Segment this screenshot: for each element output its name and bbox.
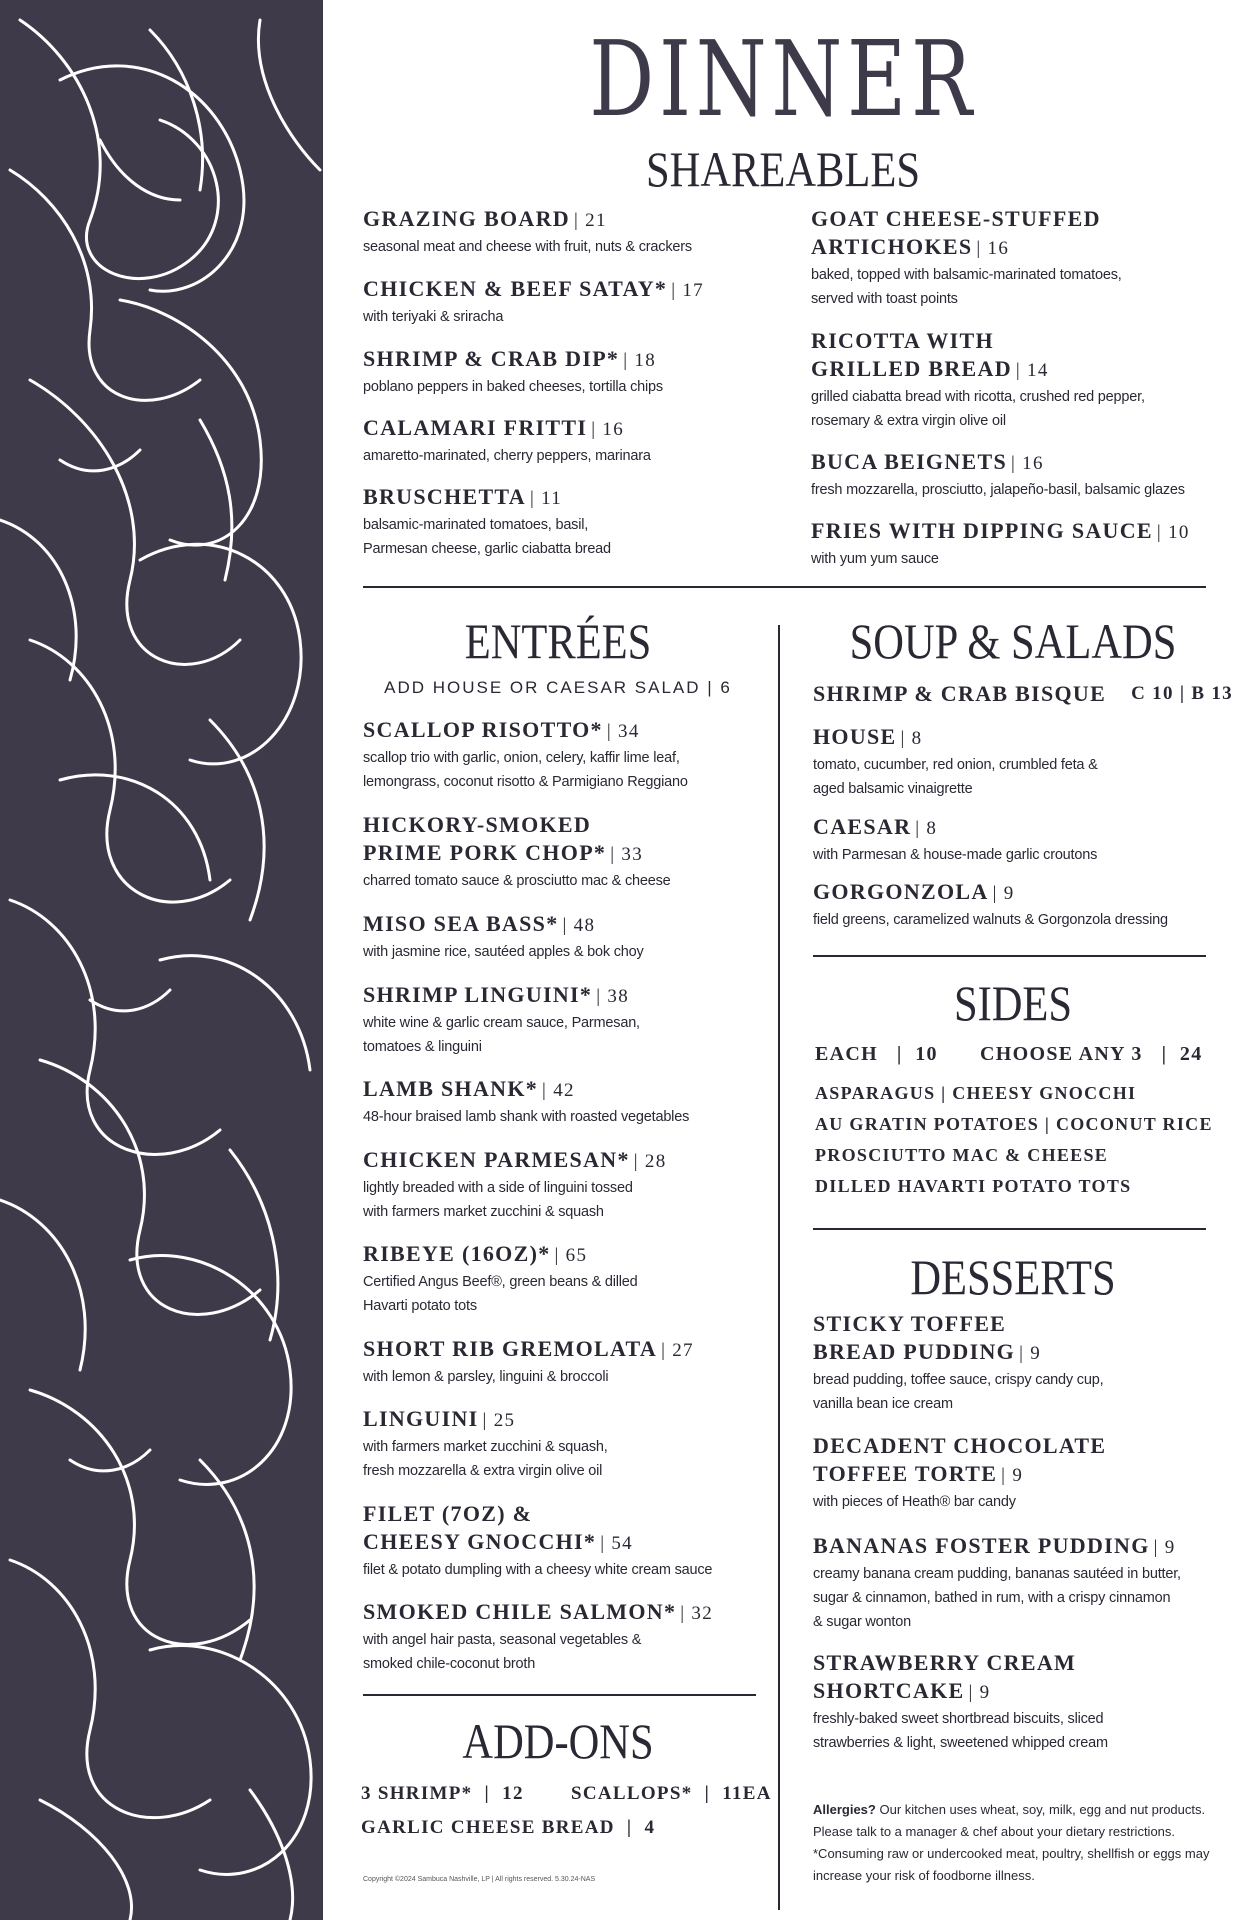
item-description: with angel hair pasta, seasonal vegetables & bbox=[363, 1632, 642, 1648]
menu-item bbox=[363, 811, 763, 893]
item-price: | 65 bbox=[554, 1245, 588, 1266]
menu-item bbox=[363, 981, 763, 1059]
item-description: lemongrass, coconut risotto & Parmigiano Reggiano bbox=[363, 774, 688, 790]
item-description: Havarti potato tots bbox=[363, 1298, 477, 1314]
divider bbox=[363, 1694, 756, 1696]
item-price: | 25 bbox=[482, 1410, 516, 1431]
item-price: | 9 bbox=[968, 1682, 991, 1703]
floral-decoration-panel bbox=[0, 0, 323, 1920]
menu-item bbox=[363, 275, 763, 329]
item-description: strawberries & light, sweetened whipped cream bbox=[813, 1735, 1108, 1751]
menu-item bbox=[363, 1335, 763, 1389]
entrees-subheading: ADD HOUSE OR CAESAR SALAD | 6 bbox=[384, 678, 732, 697]
menu-item bbox=[813, 813, 1233, 867]
item-name: SHORT RIB GREMOLATA | 27 bbox=[363, 1336, 694, 1361]
item-description: freshly-baked sweet shortbread biscuits, sliced bbox=[813, 1711, 1104, 1727]
menu-item bbox=[813, 1532, 1233, 1634]
menu-item bbox=[811, 205, 1231, 311]
divider bbox=[363, 586, 1206, 588]
shareables-heading: SHAREABLES bbox=[646, 141, 920, 197]
item-description: served with toast points bbox=[811, 291, 958, 307]
copyright: Copyright ©2024 Sambuca Nashville, LP | All rights reserved. 5.30.24-NAS bbox=[363, 1876, 596, 1883]
item-price: | 28 bbox=[633, 1151, 667, 1172]
item-price: | 16 bbox=[591, 419, 625, 440]
divider bbox=[813, 1228, 1206, 1230]
item-description: baked, topped with balsamic-marinated tomatoes, bbox=[811, 267, 1122, 283]
item-description: with yum yum sauce bbox=[811, 551, 939, 567]
item-name: CHICKEN PARMESAN* | 28 bbox=[363, 1147, 667, 1172]
menu-item bbox=[363, 1146, 763, 1224]
item-name: PRIME PORK CHOP* | 33 bbox=[363, 840, 643, 865]
item-description: with farmers market zucchini & squash bbox=[363, 1204, 604, 1220]
item-description: 48-hour braised lamb shank with roasted vegetables bbox=[363, 1109, 690, 1125]
item-description: with lemon & parsley, linguini & broccoli bbox=[363, 1369, 609, 1385]
item-description: Certified Angus Beef®, green beans & dilled bbox=[363, 1274, 638, 1290]
menu-item bbox=[813, 723, 1233, 801]
item-price: | 9 bbox=[1001, 1465, 1024, 1486]
item-description: poblano peppers in baked cheeses, tortilla chips bbox=[363, 379, 663, 395]
item-price: | 21 bbox=[573, 210, 607, 231]
sides-each: EACH | 10 bbox=[815, 1043, 938, 1065]
item-description: fresh mozzarella, prosciutto, jalapeño-basil, balsamic glazes bbox=[811, 482, 1185, 498]
side-item-line: DILLED HAVARTI POTATO TOTS bbox=[815, 1176, 1132, 1196]
menu-item bbox=[363, 910, 763, 964]
item-description: smoked chile-coconut broth bbox=[363, 1656, 536, 1672]
sides-heading: SIDES bbox=[953, 975, 1073, 1031]
item-price: | 8 bbox=[900, 728, 923, 749]
item-price: | 9 bbox=[1019, 1343, 1042, 1364]
item-price: | 9 bbox=[1153, 1537, 1176, 1558]
item-price: | 10 bbox=[1156, 522, 1190, 543]
menu-item bbox=[363, 345, 763, 399]
item-name: SHRIMP LINGUINI* | 38 bbox=[363, 982, 629, 1007]
divider bbox=[813, 955, 1206, 957]
item-description: & sugar wonton bbox=[813, 1614, 911, 1630]
item-price: | 42 bbox=[542, 1080, 575, 1101]
item-name: CHEESY GNOCCHI* | 54 bbox=[363, 1529, 633, 1554]
item-name: SMOKED CHILE SALMON* | 32 bbox=[363, 1599, 714, 1624]
item-name: SHORTCAKE | 9 bbox=[813, 1678, 991, 1703]
item-name: HOUSE | 8 bbox=[813, 724, 923, 749]
item-price: | 27 bbox=[661, 1340, 694, 1361]
menu-item bbox=[811, 448, 1231, 502]
item-price: | 18 bbox=[623, 350, 657, 371]
item-price: | 34 bbox=[606, 721, 640, 742]
item-name: ARTICHOKES | 16 bbox=[811, 234, 1010, 259]
item-description: with Parmesan & house-made garlic croutons bbox=[813, 847, 1098, 863]
item-name: BREAD PUDDING | 9 bbox=[813, 1339, 1042, 1364]
addon-scallops: SCALLOPS* | 11EA bbox=[571, 1783, 772, 1804]
item-price: | 11 bbox=[529, 488, 563, 509]
item-name-line: HICKORY-SMOKED bbox=[363, 812, 592, 837]
item-price: | 48 bbox=[562, 915, 596, 936]
item-name: GORGONZOLA | 9 bbox=[813, 879, 1015, 904]
desserts-heading: DESSERTS bbox=[910, 1249, 1116, 1305]
addons-heading: ADD-ONS bbox=[462, 1713, 654, 1769]
side-item-line: AU GRATIN POTATOES | COCONUT RICE bbox=[815, 1114, 1213, 1134]
item-description: with jasmine rice, sautéed apples & bok choy bbox=[363, 944, 644, 960]
item-description: filet & potato dumpling with a cheesy white cream sauce bbox=[363, 1562, 713, 1578]
menu-item bbox=[363, 483, 763, 561]
item-name: SHRIMP & CRAB DIP* | 18 bbox=[363, 346, 657, 371]
page-title: DINNER bbox=[589, 18, 977, 140]
item-name-line: STRAWBERRY CREAM bbox=[813, 1650, 1077, 1675]
side-item-line: PROSCIUTTO MAC & CHEESE bbox=[815, 1145, 1109, 1165]
item-description: scallop trio with garlic, onion, celery, kaffir lime leaf, bbox=[363, 750, 680, 766]
item-description: tomato, cucumber, red onion, crumbled feta & bbox=[813, 757, 1098, 773]
item-name: MISO SEA BASS* | 48 bbox=[363, 911, 596, 936]
menu-item bbox=[813, 1432, 1233, 1514]
item-description: tomatoes & linguini bbox=[363, 1039, 482, 1055]
menu-item bbox=[811, 517, 1231, 571]
menu-item bbox=[363, 1500, 763, 1582]
menu-item bbox=[363, 1240, 763, 1318]
item-name: CAESAR | 8 bbox=[813, 814, 938, 839]
item-name: TOFFEE TORTE | 9 bbox=[813, 1461, 1024, 1486]
item-price: | 17 bbox=[671, 280, 704, 301]
menu-item bbox=[363, 1405, 763, 1483]
item-description: aged balsamic vinaigrette bbox=[813, 781, 973, 797]
menu-item bbox=[813, 1649, 1233, 1755]
item-description: creamy banana cream pudding, bananas sautéed in butter, bbox=[813, 1566, 1181, 1582]
item-price: | 32 bbox=[680, 1603, 714, 1624]
item-name: LAMB SHANK* | 42 bbox=[363, 1076, 575, 1101]
item-description: fresh mozzarella & extra virgin olive oil bbox=[363, 1463, 603, 1479]
item-description: Parmesan cheese, garlic ciabatta bread bbox=[363, 541, 611, 557]
item-description: seasonal meat and cheese with fruit, nuts & crackers bbox=[363, 239, 692, 255]
sides-choose: CHOOSE ANY 3 | 24 bbox=[980, 1043, 1203, 1065]
item-description: with pieces of Heath® bar candy bbox=[813, 1494, 1016, 1510]
item-price: | 54 bbox=[600, 1533, 633, 1554]
item-name: SCALLOP RISOTTO* | 34 bbox=[363, 717, 640, 742]
item-description: amaretto-marinated, cherry peppers, marinara bbox=[363, 448, 651, 464]
menu-item bbox=[363, 716, 763, 794]
item-name: BANANAS FOSTER PUDDING | 9 bbox=[813, 1533, 1176, 1558]
item-name: CALAMARI FRITTI | 16 bbox=[363, 415, 625, 440]
item-description: charred tomato sauce & prosciutto mac & cheese bbox=[363, 873, 671, 889]
item-description: with teriyaki & sriracha bbox=[363, 309, 504, 325]
floral-line-art bbox=[0, 0, 323, 1920]
menu-content bbox=[323, 0, 1243, 1920]
item-description: sugar & cinnamon, bathed in rum, with a crispy cinnamon bbox=[813, 1590, 1171, 1606]
item-description: bread pudding, toffee sauce, crispy candy cup, bbox=[813, 1372, 1104, 1388]
soup-salads-heading: SOUP & SALADS bbox=[849, 613, 1177, 669]
item-description: vanilla bean ice cream bbox=[813, 1396, 953, 1412]
addon-shrimp: 3 SHRIMP* | 12 bbox=[361, 1783, 524, 1804]
item-name: LINGUINI | 25 bbox=[363, 1406, 516, 1431]
item-name-line: FILET (7OZ) & bbox=[363, 1501, 533, 1526]
item-name-line: STICKY TOFFEE bbox=[813, 1311, 1007, 1336]
addon-garlic-bread: GARLIC CHEESE BREAD | 4 bbox=[361, 1817, 656, 1838]
item-description: field greens, caramelized walnuts & Gorgonzola dressing bbox=[813, 912, 1168, 928]
item-price: | 38 bbox=[596, 986, 629, 1007]
menu-item bbox=[363, 205, 763, 259]
entrees-heading: ENTRÉES bbox=[464, 613, 652, 669]
menu-item bbox=[813, 878, 1233, 932]
allergy-notice: Allergies? Our kitchen uses wheat, soy, milk, egg and nut products. Please talk to a manager & chef about your dietary restrictions. *Consuming raw or undercooked meat, poultry, shellfish or eggs may increase your risk of foodborne illness. bbox=[813, 1802, 1210, 1883]
item-description: with farmers market zucchini & squash, bbox=[363, 1439, 608, 1455]
soup-bisque: SHRIMP & CRAB BISQUE C 10 | B 13 bbox=[813, 681, 1233, 706]
item-name-line: DECADENT CHOCOLATE bbox=[813, 1433, 1107, 1458]
item-name: RIBEYE (16OZ)* | 65 bbox=[363, 1241, 588, 1266]
item-name: GRILLED BREAD | 14 bbox=[811, 356, 1049, 381]
item-name: GRAZING BOARD | 21 bbox=[363, 206, 607, 231]
item-name: CHICKEN & BEEF SATAY* | 17 bbox=[363, 276, 704, 301]
item-price: | 16 bbox=[1011, 453, 1044, 474]
item-price: | 8 bbox=[915, 818, 938, 839]
item-name-line: RICOTTA WITH bbox=[811, 328, 994, 353]
item-description: lightly breaded with a side of linguini tossed bbox=[363, 1180, 633, 1196]
side-item-line: ASPARAGUS | CHEESY GNOCCHI bbox=[815, 1083, 1137, 1103]
menu-item bbox=[811, 327, 1231, 433]
item-price: | 14 bbox=[1015, 360, 1049, 381]
item-name-line: GOAT CHEESE-STUFFED bbox=[811, 206, 1101, 231]
item-description: white wine & garlic cream sauce, Parmesan, bbox=[363, 1015, 640, 1031]
item-description: grilled ciabatta bread with ricotta, crushed red pepper, bbox=[811, 389, 1145, 405]
menu-item bbox=[363, 1598, 763, 1676]
item-name: FRIES WITH DIPPING SAUCE | 10 bbox=[811, 518, 1190, 543]
item-name: BUCA BEIGNETS | 16 bbox=[811, 449, 1044, 474]
item-description: balsamic-marinated tomatoes, basil, bbox=[363, 517, 589, 533]
item-description: rosemary & extra virgin olive oil bbox=[811, 413, 1006, 429]
item-price: | 9 bbox=[992, 883, 1015, 904]
menu-item bbox=[363, 1075, 763, 1129]
menu-item bbox=[363, 414, 763, 468]
menu-item bbox=[813, 1310, 1233, 1416]
item-price: | 33 bbox=[610, 844, 643, 865]
item-name: BRUSCHETTA | 11 bbox=[363, 484, 563, 509]
item-price: | 16 bbox=[976, 238, 1010, 259]
column-divider bbox=[778, 625, 780, 1910]
